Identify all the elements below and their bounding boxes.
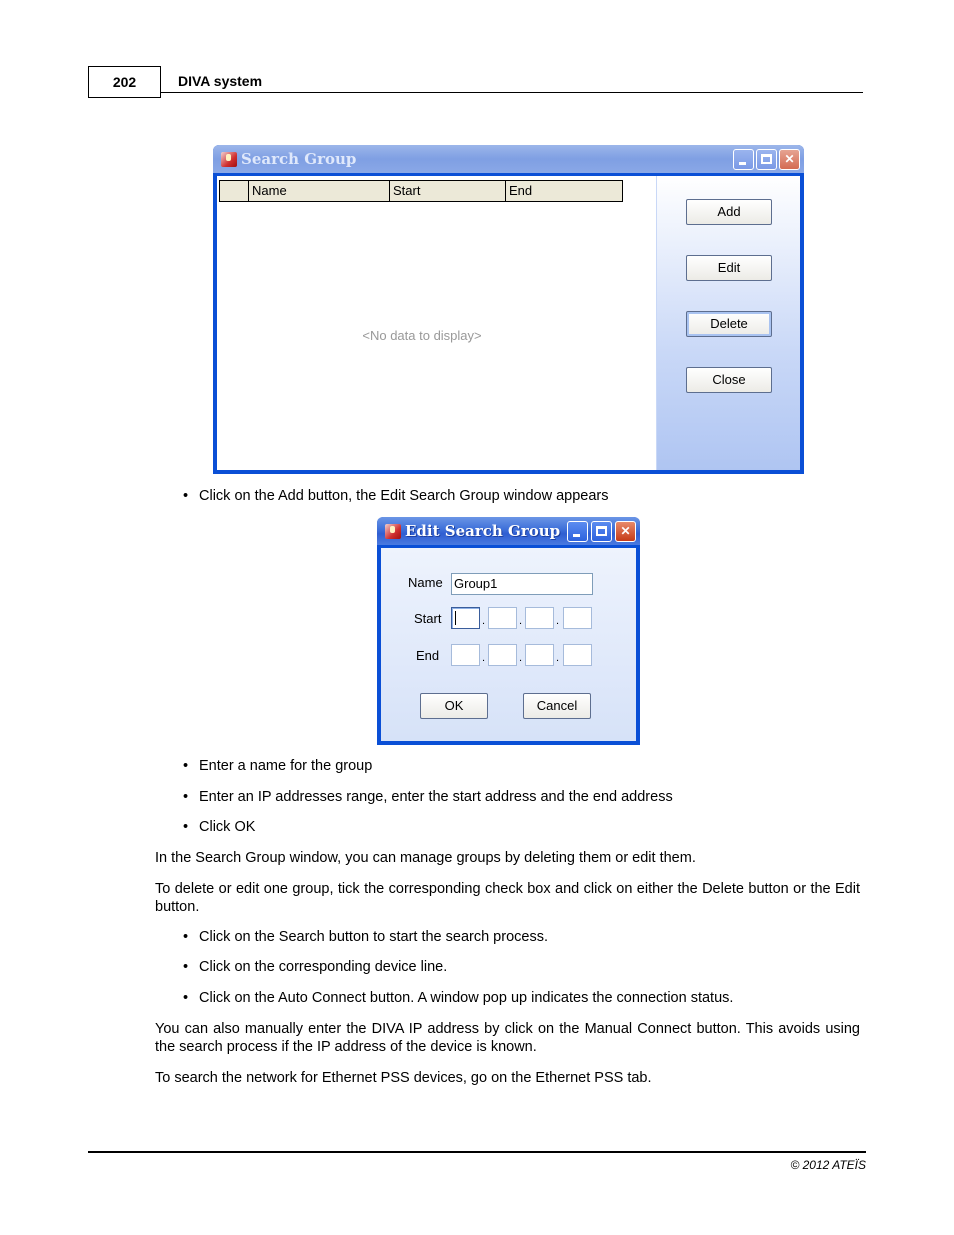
minimize-icon[interactable]	[733, 149, 754, 170]
column-header-name[interactable]: Name	[249, 181, 390, 201]
column-header-end[interactable]: End	[509, 183, 533, 198]
copyright: © 2012 ATEÏS	[790, 1158, 866, 1172]
paragraph: To search the network for Ethernet PSS devices, go on the Ethernet PSS tab.	[155, 1070, 652, 1086]
name-input[interactable]: Group1	[451, 573, 593, 595]
add-button[interactable]: Add	[686, 199, 772, 225]
end-ip-octet-4[interactable]	[563, 644, 592, 666]
column-header-start[interactable]: Start	[390, 181, 506, 201]
ok-button[interactable]: OK	[420, 693, 488, 719]
end-ip-octet-1[interactable]	[451, 644, 480, 666]
header-rule	[161, 92, 863, 93]
ip-separator: .	[519, 652, 523, 664]
start-ip-octet-3[interactable]	[525, 607, 554, 629]
list-item	[183, 990, 734, 1006]
app-icon	[221, 152, 237, 167]
button-panel	[656, 176, 800, 470]
start-label: Start	[414, 611, 442, 626]
edit-button[interactable]: Edit	[686, 255, 772, 281]
window-title: Search Group	[241, 150, 357, 168]
end-ip-octet-3[interactable]	[525, 644, 554, 666]
list-item-text: Click OK	[199, 819, 256, 835]
ip-separator: .	[482, 652, 486, 664]
list-item	[183, 789, 673, 805]
name-label: Name	[408, 575, 443, 590]
ip-separator: .	[519, 615, 523, 627]
app-icon	[385, 524, 401, 539]
paragraph: You can also manually enter the DIVA IP address by click on the Manual Connect button. This avoids using the search process if the IP address of the device is known.	[155, 1021, 860, 1055]
list-item	[183, 488, 609, 504]
end-label: End	[416, 648, 440, 663]
ip-separator: .	[482, 615, 486, 627]
cancel-button[interactable]: Cancel	[523, 693, 591, 719]
list-item-text: Click on the Search button to start the search process.	[199, 929, 548, 945]
list-item	[183, 929, 548, 945]
list-item	[183, 758, 373, 774]
maximize-icon[interactable]	[591, 521, 612, 542]
empty-grid-message: <No data to display>	[362, 328, 482, 343]
group-grid-header	[219, 180, 623, 202]
paragraph: In the Search Group window, you can manage groups by deleting them or edit them.	[155, 850, 696, 866]
start-ip-octet-2[interactable]	[488, 607, 517, 629]
search-group-titlebar[interactable]	[213, 145, 804, 173]
document-title: DIVA system	[178, 73, 263, 89]
close-icon[interactable]: ✕	[779, 149, 800, 170]
window-title: Edit Search Group	[405, 522, 561, 540]
start-ip-octet-1[interactable]	[451, 607, 480, 629]
checkbox-column-header[interactable]	[220, 181, 249, 201]
list-item-text: Click on the corresponding device line.	[199, 959, 448, 975]
search-group-body	[217, 176, 800, 470]
search-group-window	[213, 145, 804, 474]
close-button[interactable]: Close	[686, 367, 772, 393]
maximize-icon[interactable]	[756, 149, 777, 170]
edit-window-titlebar[interactable]	[377, 517, 640, 545]
start-ip-octet-4[interactable]	[563, 607, 592, 629]
footer-rule	[88, 1151, 866, 1153]
end-ip-octet-2[interactable]	[488, 644, 517, 666]
edit-search-group-window	[377, 517, 640, 745]
list-item	[183, 819, 256, 835]
delete-button[interactable]: Delete	[686, 311, 772, 337]
ip-separator: .	[556, 652, 560, 664]
list-item-text: Enter a name for the group	[199, 758, 373, 774]
close-icon[interactable]: ✕	[615, 521, 636, 542]
ip-separator: .	[556, 615, 560, 627]
list-item-text: Click on the Add button, the Edit Search Group window appears	[199, 488, 609, 504]
edit-window-body	[381, 548, 636, 741]
list-item	[183, 959, 448, 975]
page-number: 202	[88, 66, 161, 98]
minimize-icon[interactable]	[567, 521, 588, 542]
list-item-text: Enter an IP addresses range, enter the start address and the end address	[199, 789, 673, 805]
paragraph: To delete or edit one group, tick the corresponding check box and click on either the Delete button or the Edit button.	[155, 881, 860, 915]
list-item-text: Click on the Auto Connect button. A window pop up indicates the connection status.	[199, 990, 734, 1006]
